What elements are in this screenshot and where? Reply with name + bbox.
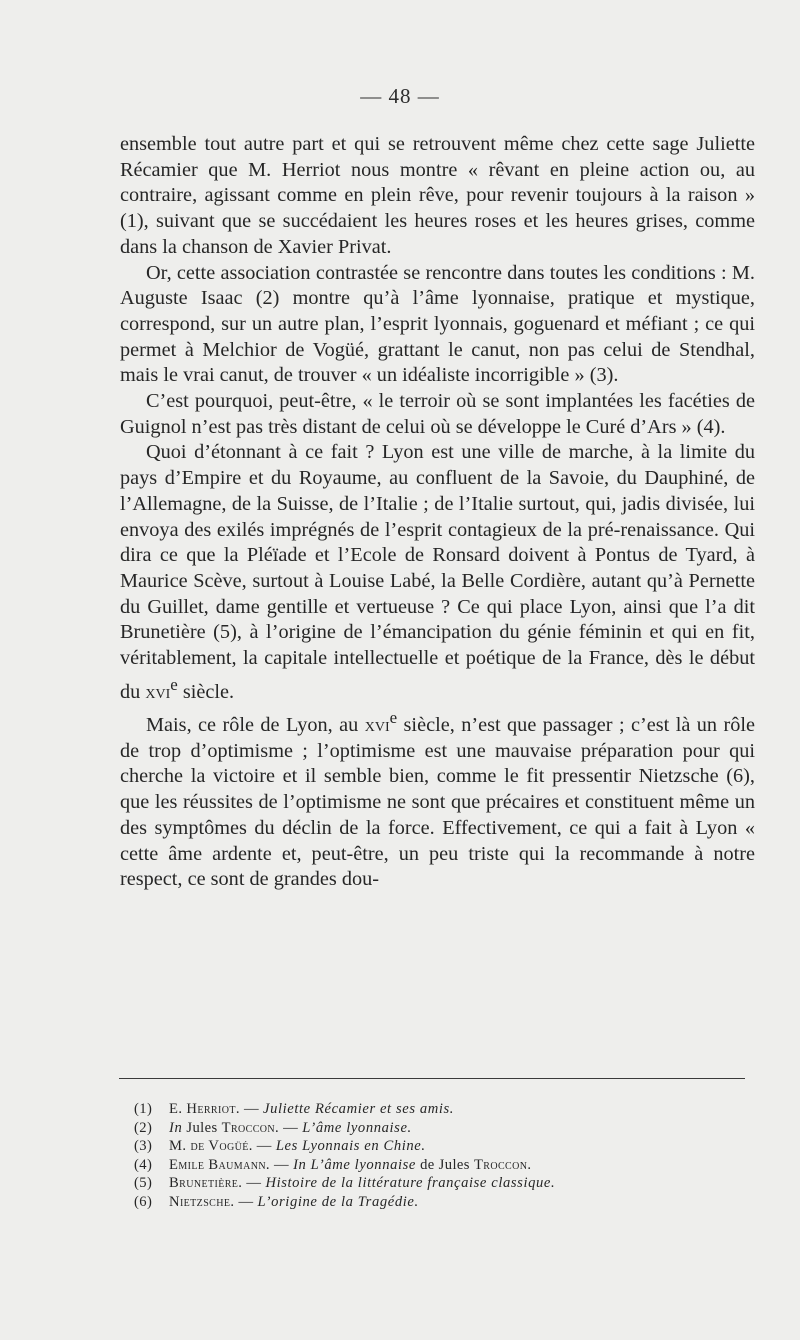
body-text bbox=[120, 132, 755, 893]
footnotes bbox=[134, 1100, 754, 1211]
footnote-1: (1) E. Herriot. — Juliette Récamier et ses amis. bbox=[134, 1101, 455, 1117]
footnote-4: (4) Emile Baumann. — In L’âme lyonnaise de Jules Troccon. bbox=[134, 1156, 532, 1173]
paragraph-3: C’est pourquoi, peut-être, « le terroir où se sont implantées les facéties de Guignol n’est pas très distant de celui où se développe le Curé d’Ars » (4). bbox=[120, 390, 755, 438]
footnote-2: (2) In Jules Troccon. — L’âme lyonnaise. bbox=[134, 1119, 412, 1136]
footnote-3: (3) M. de Vogüé. — Les Lyonnais en Chine. bbox=[134, 1138, 426, 1154]
paragraph-2: Or, cette association contrastée se rencontre dans toutes les conditions : M. Auguste Isaac (2) montre qu’à l’âme lyonnaise, pratique et mystique, correspond, sur un autre plan, l’esprit lyonnais, goguenard et méfiant ; ce qui permet à Melchior de Vogüé, grattant le canut, non pas celui de Stendhal, mais le vrai canut, de trouver « un idéaliste incorrigible » (3). bbox=[120, 261, 755, 387]
century-superscript: e bbox=[170, 674, 178, 694]
footnote-6: (6) Nietzsche. — L’origine de la Tragédie. bbox=[134, 1193, 419, 1210]
century-numeral: xvi bbox=[364, 714, 390, 736]
paragraph-5: Mais, ce rôle de Lyon, au xvi$^e$ siècle, n’est que passager ; c’est là un rôle de trop d’optimisme ; l’optimisme est une mauvaise préparation pour qui cherche la victoire et il semble bien, comme le fit pressentir Nietzsche (6), que les réussites de l’optimisme ne sont que précaires et constituent même un des symptômes du déclin de la force. Effectivement, ce qui a fait à Lyon « cette âme ardente et, peut-être, un peu triste qui la recommande à notre respect, ce sont de grandes dou- bbox=[120, 708, 755, 891]
century-superscript: e bbox=[389, 708, 398, 728]
paragraph-4: Quoi d’étonnant à ce fait ? Lyon est une ville de marche, à la limite du pays d’Empire et du Royaume, au confluent de la Savoie, du Dauphiné, de l’Allemagne, de la Suisse, de l’Italie ; de l’Italie surtout, qui, jadis divisée, lui envoya des exilés imprégnés de l’esprit contagieux de la pré-renaissance. Qui dira ce que la Pléïade et l’Ecole de Ronsard doivent à Pontus de Tyard, à Maurice Scève, surtout à Louise Labé, la Belle Cordière, autant qu’à Pernette du Guillet, dame gentille et vertueuse ? Ce qui place Lyon, ainsi que l’a dit Brunetière (5), à l’origine de l’émancipation du génie féminin et qui en fit, véritablement, la capitale intellectuelle et poétique de la France, dès le début du xvi$^e$ siècle. bbox=[120, 441, 755, 703]
page-number: — 48 — bbox=[360, 84, 440, 108]
footnote-5: (5) Brunetière. — Histoire de la littérature française classique. bbox=[134, 1175, 556, 1191]
century-numeral: xvi bbox=[145, 680, 171, 703]
paragraph-1: ensemble tout autre part et qui se retrouvent même chez cette sage Juliette Récamier que M. Herriot nous montre « rêvant en pleine action ou, au contraire, agissant comme en plein rêve, pour revenir toujours à la raison » (1), suivant que se succédaient les heures roses et les heures grises, comme dans la chanson de Xavier Privat. bbox=[120, 133, 755, 258]
footnote-rule bbox=[119, 1078, 745, 1079]
